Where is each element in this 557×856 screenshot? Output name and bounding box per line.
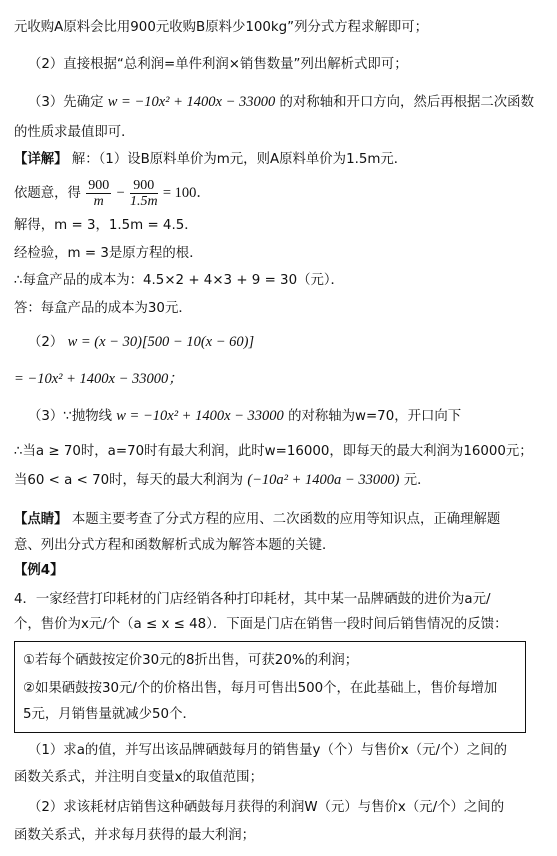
fraction-denominator: 1.5m — [129, 193, 158, 209]
question-line: （2）求该耗材店销售这种硒鼓每月获得的利润W（元）与售价x（元/个）之间的 — [28, 800, 505, 815]
problem-line: 个，售价为x元/个（a ≤ x ≤ 48）．下面是门店在销售一段时间后销售情况的反馈： — [14, 617, 508, 632]
text-segment: 的对称轴为w=70，开口向下 — [288, 409, 462, 424]
text-segment: （3）∵抛物线 — [28, 409, 112, 424]
fraction — [130, 178, 158, 209]
section-tag: 【详解】 — [14, 152, 68, 167]
question-line: （1）求a的值，并写出该品牌硒鼓每月的销售量y（个）与售价x（元/个）之间的 — [28, 743, 507, 758]
text-line: ∴当a ≥ 70时，a=70时有最大利润，此时w=16000，即每天的最大利润为16000元； — [14, 444, 533, 459]
fraction-denominator: m — [93, 193, 104, 209]
math-expression: w = −10x² + 1400x − 33000 — [107, 94, 276, 110]
math-expression: = −10x² + 1400x − 33000； — [14, 371, 183, 387]
equation-line — [28, 331, 547, 354]
math-operator: − — [116, 185, 125, 201]
fraction-numerator: 900 — [88, 177, 110, 193]
text-segment: （3）先确定 — [28, 95, 104, 110]
text-segment: 元． — [403, 473, 431, 488]
text-line: 解得，m = 3，1.5m = 4.5． — [14, 218, 198, 233]
equation-line — [14, 368, 547, 391]
section-tag: 【点睛】 — [14, 512, 68, 527]
box-line: ①若每个硒鼓按定价30元的8折出售，可获20%的利润； — [23, 653, 359, 668]
math-expression: w = −10x² + 1400x − 33000 — [116, 408, 284, 424]
text-line: 的性质求最值即可． — [14, 125, 135, 140]
text-line: 元收购A原料会比用900元收购B原料少100kg”列分式方程求解即可； — [14, 20, 429, 35]
solution-line — [14, 149, 547, 171]
remark-line — [14, 509, 547, 531]
math-expression: (−10a² + 1400a − 33000) — [247, 472, 400, 488]
fraction-numerator: 900 — [130, 178, 158, 194]
text-segment: 当60 < a < 70时，每天的最大利润为 — [14, 473, 244, 488]
box-line: ②如果硒鼓按30元/个的价格出售，每月可售出500个，在此基础上，售价每增加 — [23, 681, 498, 696]
text-line: 答：每盒产品的成本为30元． — [14, 301, 192, 316]
text-segment: 依题意，得 — [14, 186, 81, 201]
text-segment: 本题主要考查了分式方程的应用、二次函数的应用等知识点，正确理解题 — [71, 512, 501, 527]
fraction — [86, 178, 111, 209]
text-line — [28, 405, 547, 428]
question-line: 函数关系式，并注明自变量x的取值范围； — [14, 770, 263, 785]
text-segment: 解：（1）设B原料单价为m元，则A原料单价为1.5m元． — [71, 152, 408, 167]
text-line — [28, 91, 547, 114]
box-line: 5元，月销售量就减少50个． — [23, 707, 196, 722]
problem-line: 4．一家经营打印耗材的门店经销各种打印耗材，其中某一品牌硒鼓的进价为a元/ — [14, 592, 491, 607]
text-line — [14, 469, 547, 492]
text-segment: （2） — [28, 335, 64, 350]
text-line: 意、列出分式方程和函数解析式成为解答本题的关键． — [14, 538, 336, 553]
math-expression: w = (x − 30)[500 − 10(x − 60)] — [67, 334, 255, 350]
text-segment: 的对称轴和开口方向，然后再根据二次函数 — [279, 95, 534, 110]
text-line: 经检验，m = 3是原方程的根． — [14, 246, 203, 261]
text-line: （2）直接根据“总利润=单件利润×销售数量”列出解析式即可； — [28, 57, 408, 72]
equation-line — [14, 176, 547, 211]
feedback-box — [14, 641, 526, 733]
math-expression: = 100． — [162, 185, 211, 201]
text-line: ∴每盒产品的成本为：4.5×2 + 4×3 + 9 = 30（元）． — [14, 273, 344, 288]
question-line: 函数关系式，并求每月获得的最大利润； — [14, 828, 256, 843]
example-heading: 【例4】 — [14, 563, 64, 578]
